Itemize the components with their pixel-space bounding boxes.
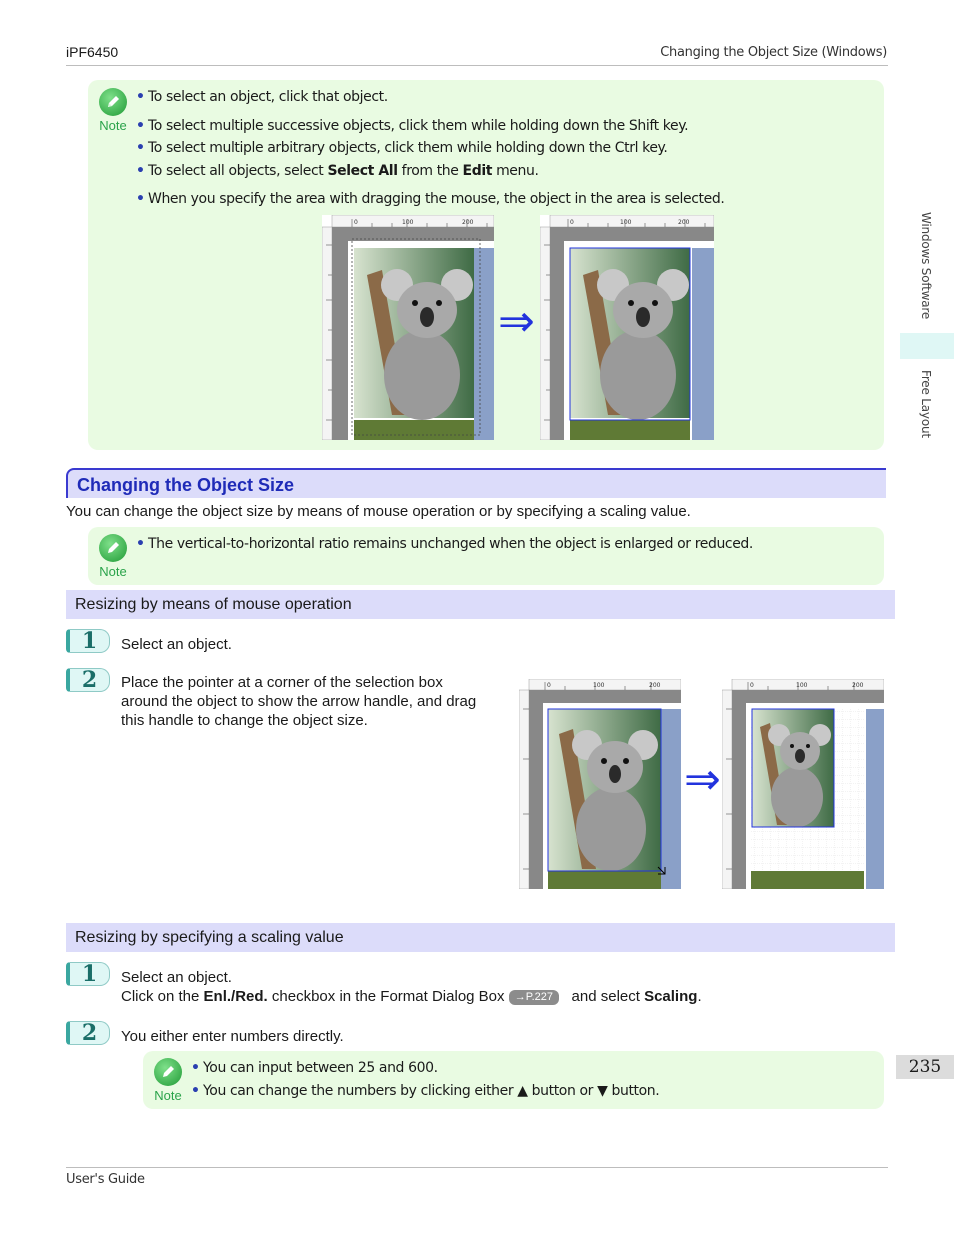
list-item: • You can change the numbers by clicking either ▲ button or ▼ button. (203, 1083, 659, 1099)
ruler-tick-label: 0 (750, 682, 754, 689)
note-label: Note (99, 118, 127, 133)
subsection-title-mouse: Resizing by means of mouse operation (66, 590, 895, 619)
side-tab-highlight (900, 333, 954, 359)
side-tab-free-layout[interactable]: Free Layout (919, 370, 933, 438)
note-label: Note (99, 564, 127, 579)
step-text: Select an object. Click on the Enl./Red. checkbox in the Format Dialog Box →P.227 and select Scaling. (121, 969, 702, 1005)
page-number: 235 (896, 1055, 954, 1079)
step-number: 2 (66, 1021, 110, 1045)
arrow-right-icon: ⇒ (498, 297, 535, 346)
footer-divider (66, 1167, 888, 1168)
screenshot-resize-before (519, 679, 681, 889)
ruler-tick-label: 0 (354, 219, 358, 226)
ruler-tick-label: 0 (570, 219, 574, 226)
arrow-right-icon: ⇒ (684, 755, 721, 804)
list-item: • You can input between 25 and 600. (203, 1060, 438, 1076)
chapter-title: Changing the Object Size (Windows) (660, 45, 887, 60)
note-icon (148, 1058, 188, 1103)
list-item: • To select multiple successive objects, click them while holding down the Shift key. (148, 118, 688, 134)
ruler-tick-label: 200 (678, 219, 690, 226)
step-number: 1 (66, 962, 110, 986)
step-number: 1 (66, 629, 110, 653)
list-item: • The vertical-to-horizontal ratio remains unchanged when the object is enlarged or reduced. (148, 536, 753, 552)
list-item: • To select multiple arbitrary objects, click them while holding down the Ctrl key. (148, 140, 667, 156)
ruler-tick-label: 100 (620, 219, 632, 226)
note-icon (93, 88, 133, 133)
step-text: Place the pointer at a corner of the selection box around the object to show the arrow handle, and drag this handle to change the object size. (121, 674, 477, 729)
model-name: iPF6450 (66, 44, 119, 60)
footer-guide-title: User's Guide (66, 1172, 145, 1187)
step-text: You either enter numbers directly. (121, 1028, 344, 1045)
step-text: Select an object. (121, 636, 232, 653)
screenshot-drag-select-before (322, 215, 494, 440)
note-icon (93, 534, 133, 579)
note-label: Note (154, 1088, 182, 1103)
screenshot-resize-after (722, 679, 884, 889)
page-reference-link[interactable]: →P.227 (509, 990, 559, 1005)
section-intro: You can change the object size by means of mouse operation or by specifying a scaling value. (66, 503, 691, 520)
list-item: • When you specify the area with dragging the mouse, the object in the area is selected. (148, 191, 724, 207)
ruler-tick-label: 200 (649, 682, 661, 689)
ruler-tick-label: 0 (547, 682, 551, 689)
section-title-changing-object-size: Changing the Object Size (66, 468, 886, 498)
ruler-tick-label: 100 (402, 219, 414, 226)
ruler-tick-label: 200 (462, 219, 474, 226)
step-number: 2 (66, 668, 110, 692)
ruler-tick-label: 100 (796, 682, 808, 689)
list-item: • To select an object, click that object. (148, 89, 388, 105)
side-tab-windows-software[interactable]: Windows Software (919, 212, 933, 320)
subsection-title-scaling: Resizing by specifying a scaling value (66, 923, 895, 952)
header-divider (66, 65, 888, 66)
screenshot-drag-select-after (540, 215, 714, 440)
ruler-tick-label: 100 (593, 682, 605, 689)
ruler-tick-label: 200 (852, 682, 864, 689)
list-item: • To select all objects, select Select All from the Edit menu. (148, 163, 539, 179)
